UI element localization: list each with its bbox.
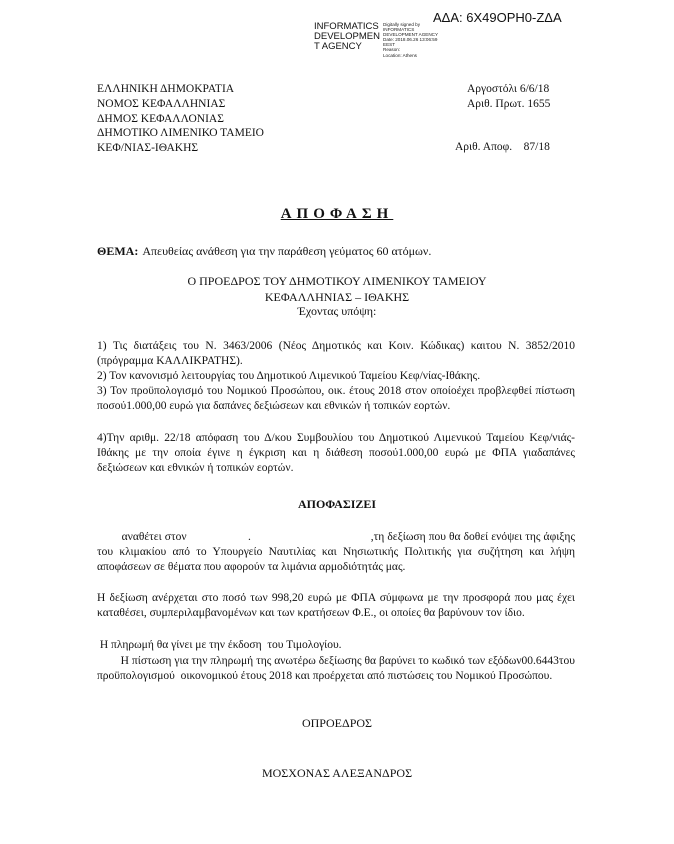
- signoff-role: ΟΠΡΟΕΔΡΟΣ: [301, 716, 373, 730]
- consideration-item: 4)Την αριθμ. 22/18 απόφαση του Δ/κου Συμβουλίου του Δημοτικού Λιμενικού Ταμείου Κεφ/νιάς-Ιθάκης με την οποία έγινε η έγκριση και η διάθεση ποσού1.000,00 ευρώ με ΦΠΑ γιαδαπάνες δεξιώσεων και εθνικών ή τοπικών εορτών.: [97, 432, 575, 474]
- issuer-line: ΔΗΜΟΣ ΚΕΦΑΛΛΟΝΙΑΣ: [97, 112, 224, 125]
- issuer-line: ΔΗΜΟΤΙΚΟ ΛΙΜΕΝΙΚΟ ΤΑΜΕΙΟ: [97, 127, 264, 140]
- consideration-item: 3) Τον προϋπολογισμό του Νομικού Προσώπου, οικ. έτους 2018 στον οποίοέχει προβλεφθεί πίστωση ποσού1.000,00 ευρώ για δαπάνες δεξιώσεων και εθνικών ή τοπικών εορτών.: [97, 385, 575, 412]
- protocol-number: Αριθ. Πρωτ. 1655: [467, 97, 551, 110]
- document-title: ΑΠΟΦΑΣΗ: [280, 206, 394, 222]
- issuer-line: ΚΕΦ/ΝΙΑΣ-ΙΘΑΚΗΣ: [97, 142, 199, 155]
- decision-paragraph: Η δεξίωση ανέρχεται στο ποσό των 998,20 ευρώ με ΦΠΑ σύμφωνα με την προσφορά που μας έχει καταθέσει, συμπεριλαμβανομένων και των κρατήσεων Φ.Ε., οι οποίες θα βαρύνουν τον ίδιο.: [97, 592, 575, 619]
- issuer-line: ΕΛΛΗΝΙΚΗ ΔΗΜΟΚΡΑΤΙΑ: [97, 83, 235, 95]
- date-protocol-block: [467, 82, 550, 112]
- subject-line: [97, 244, 431, 259]
- place-date: Αργοστόλι 6/6/18: [467, 83, 550, 95]
- president-heading: Ο ΠΡΟΕΔΡΟΣ ΤΟΥ ΔΗΜΟΤΙΚΟΥ ΛΙΜΕΝΙΚΟΥ ΤΑΜΕΙΟΥ: [187, 274, 487, 288]
- signature-detail-line: Digitally signed by: [383, 22, 421, 27]
- considering-label: Έχοντας υπόψη:: [297, 304, 377, 318]
- decision-paragraph: Η πίστωση για την πληρωμή της ανωτέρω δεξίωσης θα βαρύνει το κωδικό των εξόδων00.6443του προϋπολογισμού οικονομικού έτους 2018 και προέρχεται από πιστώσεις του Νομικού Προσώπου.: [97, 655, 578, 682]
- subject-label: ΘΕΜΑ:: [97, 244, 139, 258]
- consideration-item: 2) Τον κανονισμό λειτουργίας του Δημοτικού Λιμενικού Ταμείου Κεφ/νίας-Ιθάκης.: [97, 370, 481, 382]
- issuer-line: ΝΟΜΟΣ ΚΕΦΑΛΛΗΝΙΑΣ: [97, 97, 226, 110]
- subject-text: Απευθείας ανάθεση για την παράθεση γεύματος 60 ατόμων.: [142, 244, 432, 258]
- decision-paragraph: Η πληρωμή θα γίνει με την έκδοση του Τιμολογίου.: [97, 639, 342, 651]
- signature-detail-line: DEVELOPMENT AGENCY: [383, 32, 439, 38]
- decides-heading: ΑΠΟΦΑΣΙΖΕΙ: [297, 497, 377, 511]
- signature-detail-line: Location: Athens: [383, 52, 417, 58]
- digital-signature-signer: INFORMATICS DEVELOPMEN T AGENCY: [314, 21, 380, 52]
- digital-signature-details: [383, 22, 438, 58]
- president-heading-region: ΚΕΦΑΛΛΗΝΙΑΣ – ΙΘΑΚΗΣ: [264, 290, 410, 304]
- signature-detail-line: Reason:: [383, 47, 401, 53]
- signoff-name: ΜΟΣΧΟΝΑΣ ΑΛΕΞΑΝΔΡΟΣ: [261, 766, 413, 780]
- decision-number: Αριθ. Αποφ. 87/18: [455, 141, 550, 153]
- ada-code: ΑΔΑ: 6Χ49ΟΡΗ0-ΖΔΑ: [433, 10, 562, 25]
- decision-paragraph: αναθέτει στον . ,τη δεξίωση που θα δοθεί ενόψει της άφιξης του κλιμακίου από το Υπουργείο Ναυτιλίας και Νησιωτικής Πολιτικής για συζήτηση και λήψη αποφάσεων σε θέματα που αφορούν τα λιμάνια αρμοδιότητάς μας.: [97, 531, 578, 573]
- consideration-item: 1) Τις διατάξεις του Ν. 3463/2006 (Νέος Δημοτικός και Κοιν. Κώδικας) καιτου Ν. 3852/2010 (πρόγραμμα ΚΑΛΛΙΚΡΑΤΗΣ).: [97, 340, 575, 367]
- signature-detail-line: Date: 2018.06.26 13:06:59: [383, 37, 438, 43]
- issuer-block: [97, 82, 264, 156]
- signature-detail-line: INFORMATICS: [383, 27, 415, 33]
- signature-detail-line: EEST: [383, 42, 395, 48]
